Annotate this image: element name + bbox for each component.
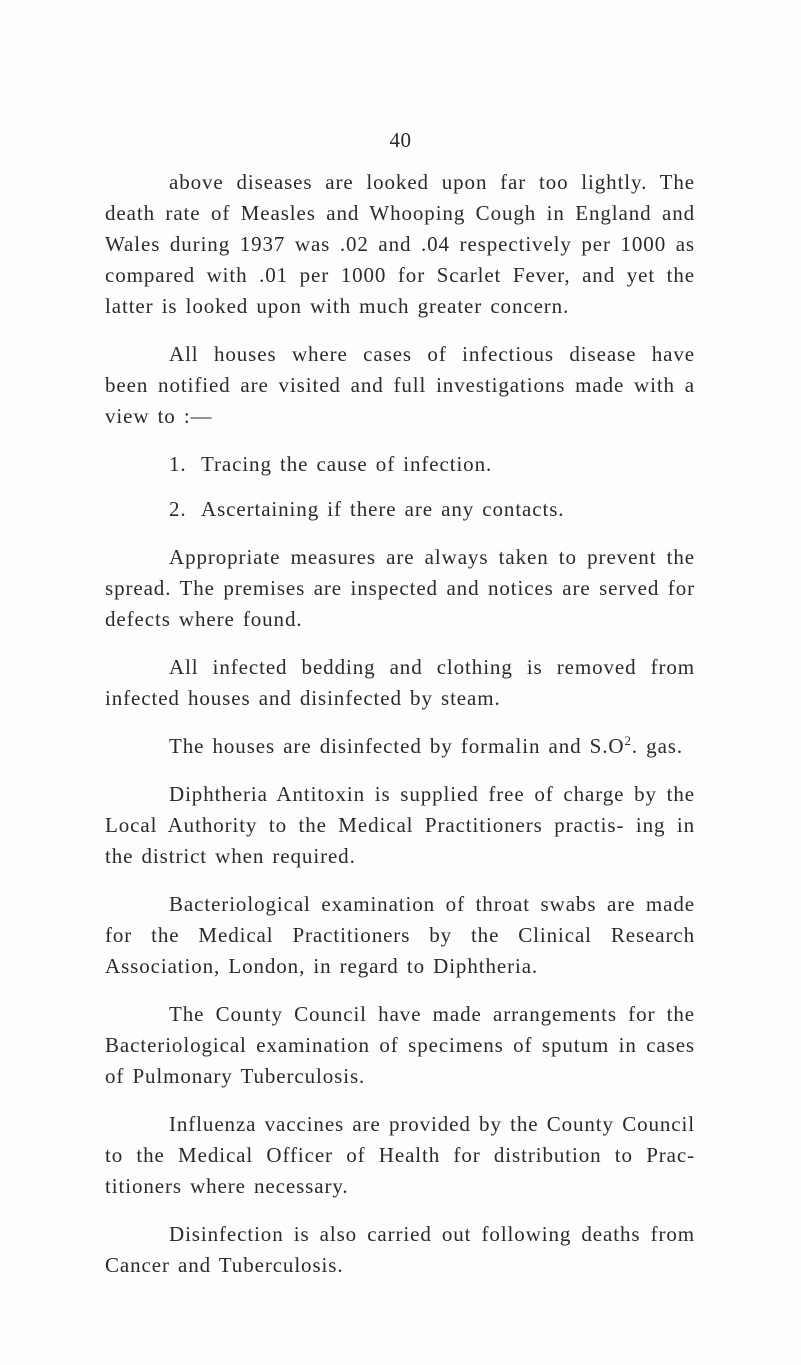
paragraph-death-rates: above diseases are looked upon far too lightly. The death rate of Measles and Whooping Cough in England and Wales during 1937 was .02 and .04 respectively per 1000 as compared with .01 per 1000 for Scarlet Fever, and yet the latter is looked upon with much greater concern. bbox=[105, 170, 695, 318]
list-item-number: 2. bbox=[169, 497, 187, 521]
document-body bbox=[105, 167, 695, 1281]
list-item bbox=[169, 449, 695, 480]
paragraph-bedding: All infected bedding and clothing is removed from infected houses and disinfected by steam. bbox=[105, 655, 695, 710]
paragraph-sputum-examination: The County Council have made arrangements for the Bacteriological examination of specimens of sputum in cases of Pulmonary Tuberculosis. bbox=[105, 1002, 695, 1088]
paragraph-antitoxin: Diphtheria Antitoxin is supplied free of charge by the Local Authority to the Medical Practitioners practis- ing in the district when required. bbox=[105, 782, 695, 868]
paragraph-house-visits: All houses where cases of infectious disease have been notified are visited and full investigations made with a view to :— bbox=[105, 342, 695, 428]
paragraph-influenza-vaccines: Influenza vaccines are provided by the County Council to the Medical Officer of Health for distribution to Prac- titioners where necessary. bbox=[105, 1112, 695, 1198]
paragraph-formalin bbox=[105, 731, 695, 762]
page-number: 40 bbox=[389, 128, 412, 152]
list-item bbox=[169, 494, 695, 525]
formalin-text-end: . gas. bbox=[631, 734, 684, 758]
formalin-text: The houses are disinfected by formalin and S.O bbox=[169, 734, 625, 758]
paragraph-measures: Appropriate measures are always taken to prevent the spread. The premises are inspected and notices are served for defects where found. bbox=[105, 545, 695, 631]
formalin-superscript: 2 bbox=[624, 733, 632, 748]
investigation-list bbox=[105, 449, 695, 525]
list-item-text: Tracing the cause of infection. bbox=[201, 452, 493, 476]
list-item-text: Ascertaining if there are any contacts. bbox=[201, 497, 565, 521]
paragraph-bacteriological-swabs: Bacteriological examination of throat swabs are made for the Medical Practitioners by the Clinical Research Association, London, in regard to Diphtheria. bbox=[105, 892, 695, 978]
paragraph-disinfection: Disinfection is also carried out following deaths from Cancer and Tuberculosis. bbox=[105, 1222, 695, 1277]
list-item-number: 1. bbox=[169, 452, 187, 476]
